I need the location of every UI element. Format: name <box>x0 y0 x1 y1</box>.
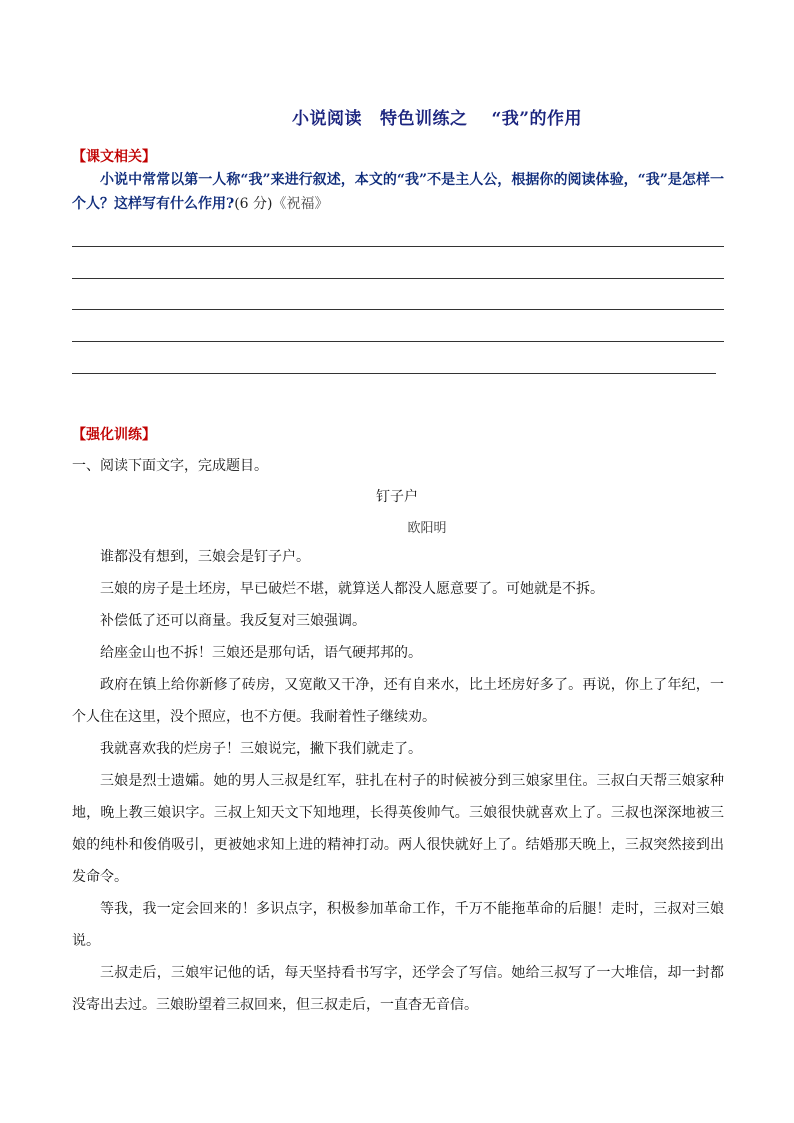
answer-line[interactable] <box>72 246 724 247</box>
title-part-2: 特色训练之 <box>379 109 468 129</box>
question-points: (6 分) <box>234 196 273 212</box>
answer-line[interactable] <box>72 341 724 342</box>
story-paragraph: 我就喜欢我的烂房子！三娘说完，撇下我们就走了。 <box>100 741 422 757</box>
story-author: 欧阳明 <box>407 521 447 536</box>
question-text <box>72 168 724 216</box>
story-paragraph: 等我，我一定会回来的！多识点字，积极参加革命工作，千万不能拖革命的后腿！走时，三叔对三娘说。 <box>72 901 724 949</box>
question-source: 《祝福》 <box>272 196 329 212</box>
title-part-3: “我”的作用 <box>491 109 583 129</box>
story-paragraph: 补偿低了还可以商量。我反复对三娘强调。 <box>100 613 366 629</box>
page-title <box>0 104 794 129</box>
story-title: 钉子户 <box>376 489 418 505</box>
story-paragraph: 给座金山也不拆！三娘还是那句话，语气硬邦邦的。 <box>100 645 422 661</box>
section-label-training: 【强化训练】 <box>72 427 156 443</box>
reading-instruction: 一、阅读下面文字，完成题目。 <box>72 458 268 474</box>
answer-line[interactable] <box>72 373 716 374</box>
answer-line[interactable] <box>72 278 724 279</box>
story-paragraph: 政府在镇上给你新修了砖房，又宽敞又干净，还有自来水，比土坯房好多了。再说，你上了年纪，一个人住在这里，没个照应，也不方便。我耐着性子继续劝。 <box>72 677 724 725</box>
story-paragraph: 三叔走后，三娘牢记他的话，每天坚持看书写字，还学会了写信。她给三叔写了一大堆信，却一封都没寄出去过。三娘盼望着三叔回来，但三叔走后，一直杳无音信。 <box>72 965 724 1013</box>
story-paragraph: 谁都没有想到，三娘会是钉子户。 <box>100 549 310 565</box>
question-body: 小说中常常以第一人称“我”来进行叙述，本文的“我”不是主人公，根据你的阅读体验，“我”是怎样一个人？这样写有什么作用? <box>72 172 724 212</box>
story-paragraph: 三娘是烈士遗孀。她的男人三叔是红军，驻扎在村子的时候被分到三娘家里住。三叔白天帮三娘家种地，晚上教三娘识字。三叔上知天文下知地理，长得英俊帅气。三娘很快就喜欢上了。三叔也深深地被三娘的纯朴和俊俏吸引，更被她求知上进的精神打动。两人很快就好上了。结婚那天晚上，三叔突然接到出发命令。 <box>72 773 724 885</box>
story-paragraph: 三娘的房子是土坯房，早已破烂不堪，就算送人都没人愿意要了。可她就是不拆。 <box>100 581 604 597</box>
title-part-1: 小说阅读 <box>291 109 362 129</box>
section-label-related: 【课文相关】 <box>72 149 156 165</box>
answer-line[interactable] <box>72 309 724 310</box>
